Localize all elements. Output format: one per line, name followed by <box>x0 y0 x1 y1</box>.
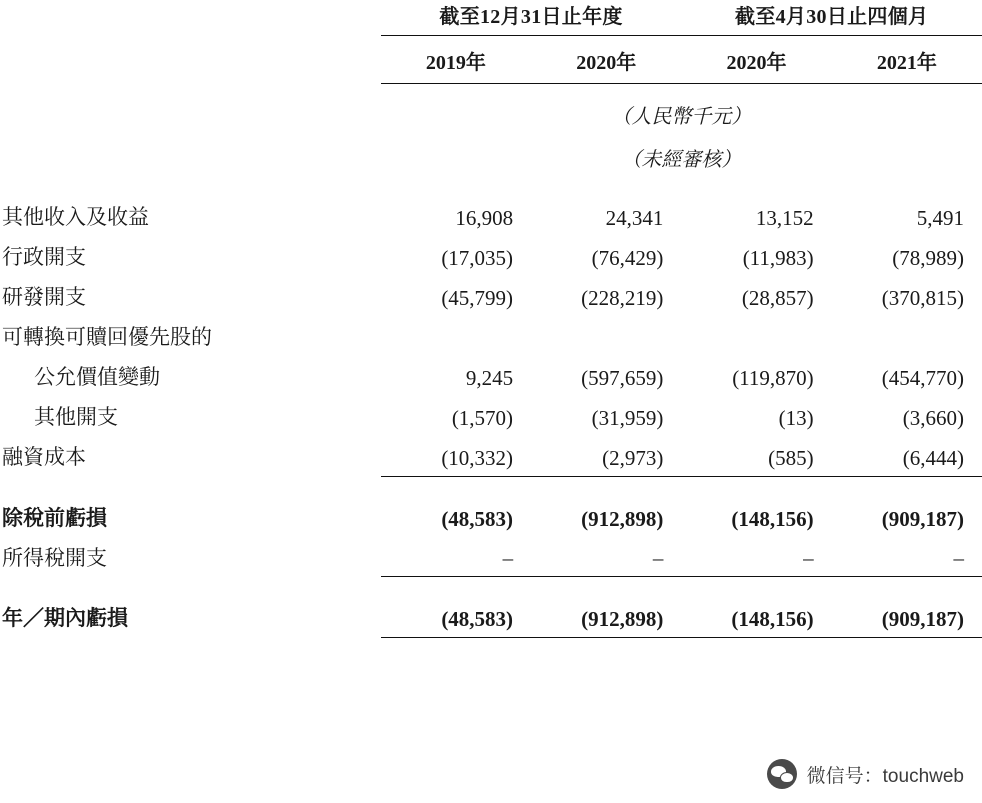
spacer <box>0 476 982 497</box>
row-value: (370,815) <box>881 286 964 310</box>
row-value: 9,245 <box>465 366 514 390</box>
tax-value: – <box>681 537 831 577</box>
tax-value: – <box>531 537 681 577</box>
row-label: 融資成本 <box>2 445 86 469</box>
total-value: (912,898) <box>531 597 681 637</box>
total-value: (909,187) <box>832 597 982 637</box>
column-group-header-row <box>0 0 982 36</box>
row-value: (17,035) <box>441 246 514 270</box>
table-row <box>0 236 982 276</box>
row-value: 16,908 <box>455 206 514 230</box>
row-label: 行政開支 <box>2 245 86 269</box>
column-header-2: 2020年 <box>681 36 831 84</box>
row-value: (119,870) <box>732 366 814 390</box>
audit-note-row <box>0 129 982 176</box>
unit-note-row <box>0 84 982 130</box>
row-value: (3,660) <box>902 406 964 430</box>
wechat-icon <box>767 759 797 789</box>
column-header-0: 2019年 <box>381 36 531 84</box>
total-value: (48,583) <box>381 597 531 637</box>
subtotal-row <box>0 497 982 537</box>
row-label: 可轉換可贖回優先股的 <box>2 325 212 349</box>
subtotal-value: (48,583) <box>441 506 514 531</box>
watermark <box>767 759 964 789</box>
audit-note-empty <box>0 129 381 176</box>
row-value: (10,332) <box>381 436 531 476</box>
subtotal-label: 除稅前虧損 <box>2 505 107 530</box>
row-label: 研發開支 <box>2 285 86 309</box>
column-group-1: 截至4月30日止四個月 <box>681 0 982 36</box>
row-label: 其他收入及收益 <box>2 205 149 229</box>
unit-note-empty <box>0 84 381 130</box>
tax-row <box>0 537 982 577</box>
audit-note: （未經審核） <box>621 149 742 171</box>
subtotal-value: (148,156) <box>731 506 814 531</box>
row-value: (2,973) <box>531 436 681 476</box>
row-value: (13) <box>778 406 814 430</box>
subtotal-value: (912,898) <box>581 506 664 531</box>
spacer <box>0 176 982 196</box>
row-value: (11,983) <box>742 246 814 270</box>
row-label: 其他開支 <box>34 405 118 429</box>
row-value: (454,770) <box>881 366 964 390</box>
row-value: (31,959) <box>591 406 664 430</box>
group-header-empty <box>0 0 381 36</box>
tax-label: 所得稅開支 <box>2 545 107 570</box>
table-row <box>0 276 982 316</box>
row-value: (28,857) <box>741 286 814 310</box>
table-row <box>0 356 982 396</box>
table-row <box>0 196 982 236</box>
total-row <box>0 597 982 637</box>
row-value: (1,570) <box>451 406 514 430</box>
column-header-row <box>0 36 982 84</box>
spacer-cell <box>0 176 982 196</box>
spacer-cell <box>0 476 982 497</box>
column-header-empty <box>0 36 381 84</box>
row-value: 24,341 <box>605 206 664 230</box>
column-header-1: 2020年 <box>531 36 681 84</box>
row-value: (76,429) <box>591 246 664 270</box>
row-value <box>381 316 531 356</box>
row-value <box>681 316 831 356</box>
column-header-3: 2021年 <box>832 36 982 84</box>
row-value: (6,444) <box>832 436 982 476</box>
row-value <box>531 316 681 356</box>
spacer-cell <box>0 577 982 598</box>
row-value: 5,491 <box>916 206 964 230</box>
total-value: (148,156) <box>681 597 831 637</box>
tax-value: – <box>381 537 531 577</box>
table-row <box>0 316 982 356</box>
unit-note: （人民幣千元） <box>611 106 752 128</box>
row-value: 13,152 <box>755 206 814 230</box>
spacer <box>0 577 982 598</box>
row-label: 公允價值變動 <box>34 365 160 389</box>
row-value: (585) <box>681 436 831 476</box>
table-row <box>0 436 982 476</box>
table-row <box>0 396 982 436</box>
subtotal-value: (909,187) <box>881 506 964 531</box>
row-value <box>832 316 982 356</box>
total-label: 年／期內虧損 <box>2 606 128 630</box>
row-value: (78,989) <box>892 246 964 270</box>
row-value: (45,799) <box>441 286 514 310</box>
watermark-text: 微信号：touchweb <box>806 765 964 787</box>
column-group-0: 截至12月31日止年度 <box>381 0 682 36</box>
tax-value: – <box>832 537 982 577</box>
row-value: (597,659) <box>581 366 664 390</box>
row-value: (228,219) <box>581 286 664 310</box>
